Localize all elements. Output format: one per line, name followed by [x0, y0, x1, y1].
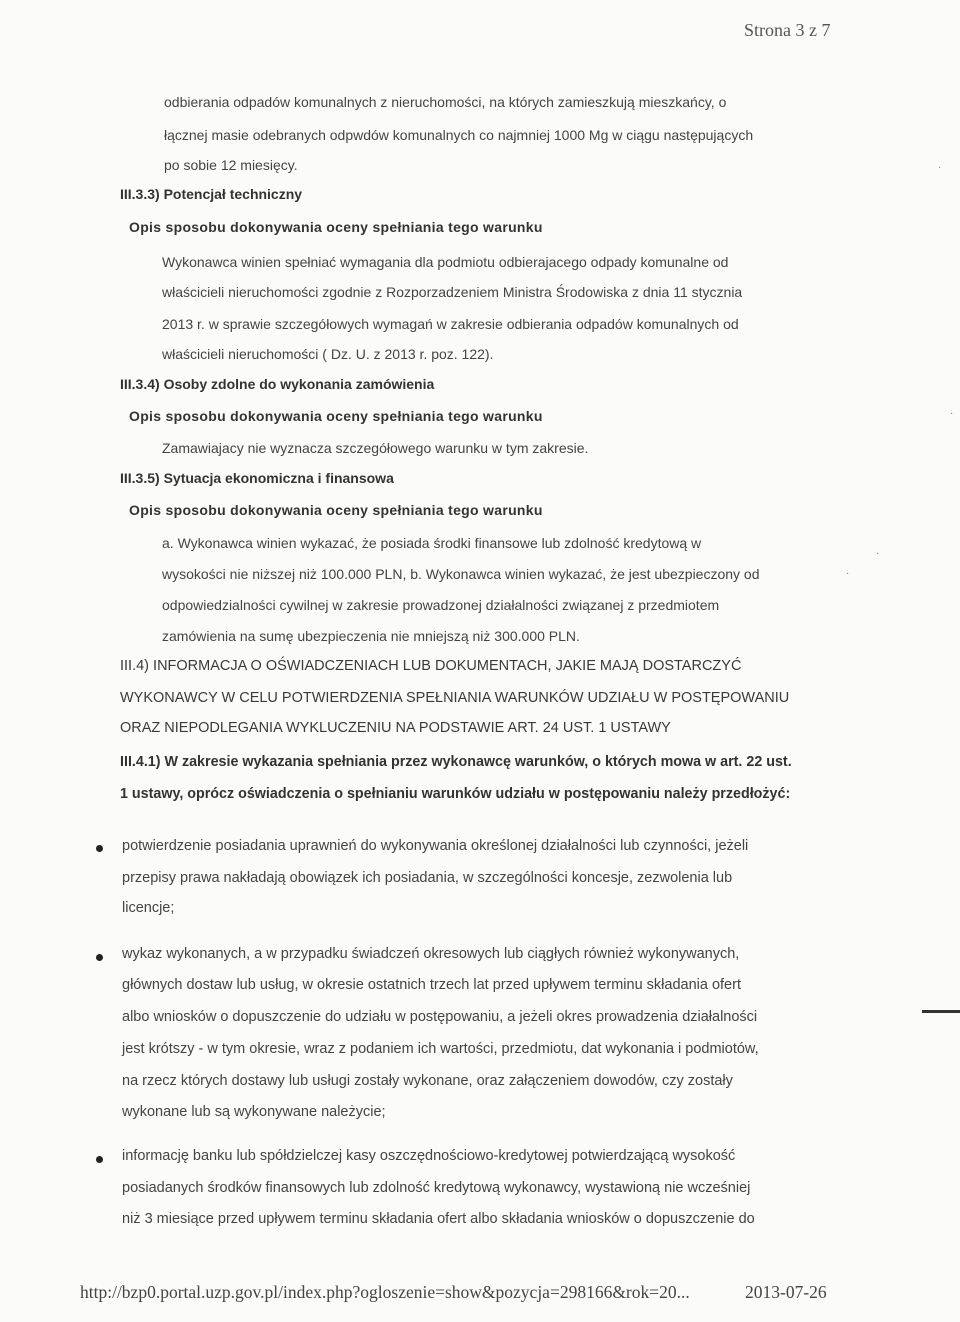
text-line: właścicieli nieruchomości zgodnie z Rozporzadzeniem Ministra Środowiska z dnia 11 stycznia	[162, 284, 743, 300]
bullet-line: albo wniosków o dopuszczenie do udziału w postępowaniu, a jeżeli okres prowadzenia działalności	[122, 1009, 758, 1025]
bullet-icon	[96, 1156, 103, 1163]
section-heading: III.3.4) Osoby zdolne do wykonania zamówienia	[120, 376, 435, 392]
text-line: Wykonawca winien spełniać wymagania dla podmiotu odbierajacego odpady komunalne od	[162, 254, 729, 270]
text-line: 2013 r. w sprawie szczegółowych wymagań w zakresie odbierania odpadów komunalnych od	[162, 316, 739, 332]
scan-speck: ·	[938, 162, 942, 173]
scan-edge-mark	[922, 1010, 960, 1013]
bullet-line: przepisy prawa nakładają obowiązek ich posiadania, w szczególności koncesje, zezwolenia lub	[122, 870, 733, 886]
footer-date: 2013-07-26	[745, 1282, 827, 1302]
bullet-line: wykaz wykonanych, a w przypadku świadczeń okresowych lub ciągłych również wykonywanych,	[122, 946, 740, 962]
footer-url: http://bzp0.portal.uzp.gov.pl/index.php?ogloszenie=show&pozycja=298166&rok=20...	[80, 1282, 690, 1302]
subsection-label: Opis sposobu dokonywania oceny spełniania tego warunku	[129, 502, 543, 518]
scan-speck: ·	[950, 408, 954, 419]
section-heading: III.3.5) Sytuacja ekonomiczna i finansowa	[120, 470, 394, 486]
caps-heading-line: ORAZ NIEPODLEGANIA WYKLUCZENIU NA PODSTAWIE ART. 24 UST. 1 USTAWY	[120, 720, 671, 736]
bullet-line: niż 3 miesiące przed upływem terminu składania ofert albo składania wniosków o dopuszczenie do	[122, 1211, 755, 1227]
bullet-line: głównych dostaw lub usług, w okresie ostatnich trzech lat przed upływem terminu składania ofert	[122, 977, 741, 993]
text-line: odpowiedzialności cywilnej w zakresie prowadzonej działalności związanej z przedmiotem	[162, 597, 720, 613]
text-line: Zamawiajacy nie wyznacza szczegółowego warunku w tym zakresie.	[162, 440, 589, 456]
subsection-label: Opis sposobu dokonywania oceny spełniania tego warunku	[129, 219, 543, 235]
text-line: a. Wykonawca winien wykazać, że posiada środki finansowe lub zdolność kredytową w	[162, 535, 702, 551]
caps-heading-line: III.4) INFORMACJA O OŚWIADCZENIACH LUB DOKUMENTACH, JAKIE MAJĄ DOSTARCZYĆ	[120, 658, 742, 674]
text-line: po sobie 12 miesięcy.	[164, 157, 298, 173]
bullet-line: jest krótszy - w tym okresie, wraz z podaniem ich wartości, przedmiotu, dat wykonania i podmiotów,	[122, 1041, 759, 1057]
text-line: odbierania odpadów komunalnych z nieruchomości, na których zamieszkują mieszkańcy, o	[164, 94, 727, 110]
bold-paragraph-line: 1 ustawy, oprócz oświadczenia o spełnianiu warunków udziału w postępowaniu należy przedłożyć:	[120, 786, 791, 802]
bullet-line: na rzecz których dostawy lub usługi zostały wykonane, oraz załączeniem dowodów, czy zostały	[122, 1073, 733, 1089]
text-line: zamówienia na sumę ubezpieczenia nie mniejszą niż 300.000 PLN.	[162, 628, 580, 644]
scan-speck: ·	[846, 568, 850, 579]
bullet-line: informację banku lub spółdzielczej kasy oszczędnościowo-kredytowej potwierdzającą wysokość	[122, 1148, 736, 1164]
bullet-icon	[96, 845, 103, 852]
text-line: łącznej masie odebranych odpwdów komunalnych co najmniej 1000 Mg w ciągu następujących	[164, 127, 754, 143]
bullet-icon	[96, 954, 103, 961]
scan-speck: ·	[876, 548, 880, 559]
bullet-line: wykonane lub są wykonywane należycie;	[122, 1104, 386, 1120]
bullet-line: licencje;	[122, 900, 175, 916]
section-heading: III.3.3) Potencjał techniczny	[120, 186, 303, 202]
bullet-line: posiadanych środków finansowych lub zdolność kredytową wykonawcy, wystawioną nie wcześniej	[122, 1180, 751, 1196]
text-line: wysokości nie niższej niż 100.000 PLN, b. Wykonawca winien wykazać, że jest ubezpieczony od	[162, 566, 760, 582]
text-line: właścicieli nieruchomości ( Dz. U. z 2013 r. poz. 122).	[162, 346, 494, 362]
caps-heading-line: WYKONAWCY W CELU POTWIERDZENIA SPEŁNIANIA WARUNKÓW UDZIAŁU W POSTĘPOWANIU	[120, 690, 790, 706]
bullet-line: potwierdzenie posiadania uprawnień do wykonywania określonej działalności lub czynności, jeżeli	[122, 838, 749, 854]
subsection-label: Opis sposobu dokonywania oceny spełniania tego warunku	[129, 408, 543, 424]
bold-paragraph-line: III.4.1) W zakresie wykazania spełniania przez wykonawcę warunków, o których mowa w art. 22 ust.	[120, 754, 792, 770]
page-number: Strona 3 z 7	[744, 20, 831, 40]
